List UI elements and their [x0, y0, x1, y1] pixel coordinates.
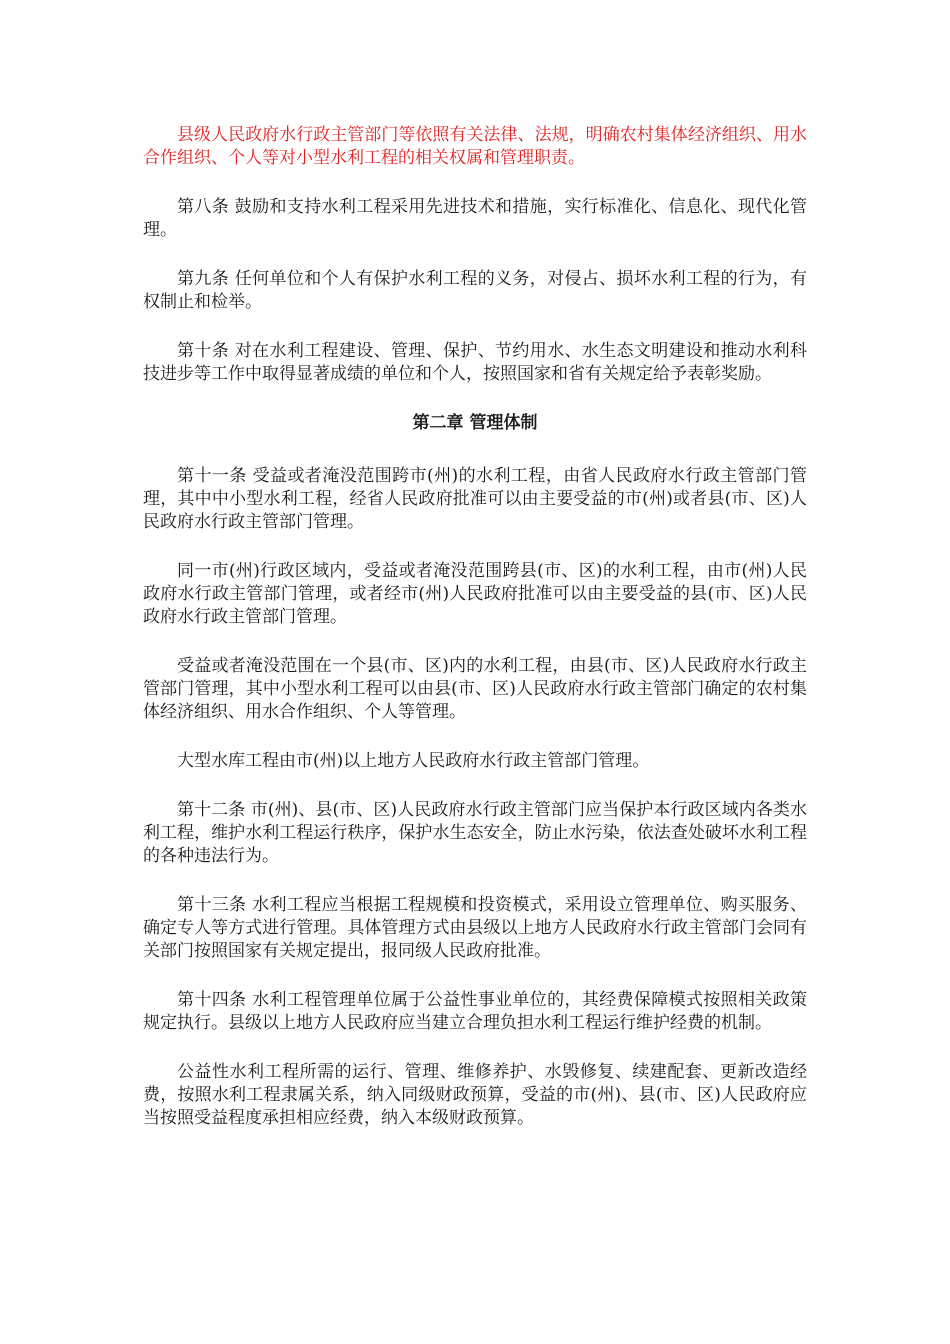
article-12: 第十二条 市(州)、县(市、区)人民政府水行政主管部门应当保护本行政区域内各类水利工程，维护水利工程运行秩序，保护水生态安全，防止水污染，依法查处破坏水利工程的各种违法行为。 — [143, 800, 807, 866]
article-9: 第九条 任何单位和个人有保护水利工程的义务，对侵占、损坏水利工程的行为，有权制止和检举。 — [143, 269, 807, 312]
article-11-clause-3: 受益或者淹没范围在一个县(市、区)内的水利工程，由县(市、区)人民政府水行政主管部门管理，其中小型水利工程可以由县(市、区)人民政府水行政主管部门确定的农村集体经济组织、用水合作组织、个人等管理。 — [143, 656, 807, 722]
article-14: 第十四条 水利工程管理单位属于公益性事业单位的，其经费保障模式按照相关政策规定执行。县级以上地方人民政府应当建立合理负担水利工程运行维护经费的机制。 — [143, 990, 807, 1033]
article-8: 第八条 鼓励和支持水利工程采用先进技术和措施，实行标准化、信息化、现代化管理。 — [143, 197, 807, 240]
article-14-clause-2: 公益性水利工程所需的运行、管理、维修养护、水毁修复、续建配套、更新改造经费，按照水利工程隶属关系，纳入同级财政预算，受益的市(州)、县(市、区)人民政府应当按照受益程度承担相应经费，纳入本级财政预算。 — [143, 1062, 807, 1128]
article-11-clause-2: 同一市(州)行政区域内，受益或者淹没范围跨县(市、区)的水利工程，由市(州)人民政府水行政主管部门管理，或者经市(州)人民政府批准可以由主要受益的县(市、区)人民政府水行政主管部门管理。 — [143, 561, 807, 627]
article-11: 第十一条 受益或者淹没范围跨市(州)的水利工程，由省人民政府水行政主管部门管理，其中中小型水利工程，经省人民政府批准可以由主要受益的市(州)或者县(市、区)人民政府水行政主管部门管理。 — [143, 466, 807, 532]
article-10: 第十条 对在水利工程建设、管理、保护、节约用水、水生态文明建设和推动水利科技进步等工作中取得显著成绩的单位和个人，按照国家和省有关规定给予表彰奖励。 — [143, 341, 807, 384]
chapter-heading: 第二章 管理体制 — [412, 413, 538, 433]
article-11-clause-4: 大型水库工程由市(州)以上地方人民政府水行政主管部门管理。 — [177, 751, 650, 771]
article-13: 第十三条 水利工程应当根据工程规模和投资模式，采用设立管理单位、购买服务、确定专人等方式进行管理。具体管理方式由县级以上地方人民政府水行政主管部门会同有关部门按照国家有关规定提出，报同级人民政府批准。 — [143, 895, 807, 961]
paragraph-property-rights: 县级人民政府水行政主管部门等依照有关法律、法规，明确农村集体经济组织、用水合作组织、个人等对小型水利工程的相关权属和管理职责。 — [143, 125, 807, 168]
